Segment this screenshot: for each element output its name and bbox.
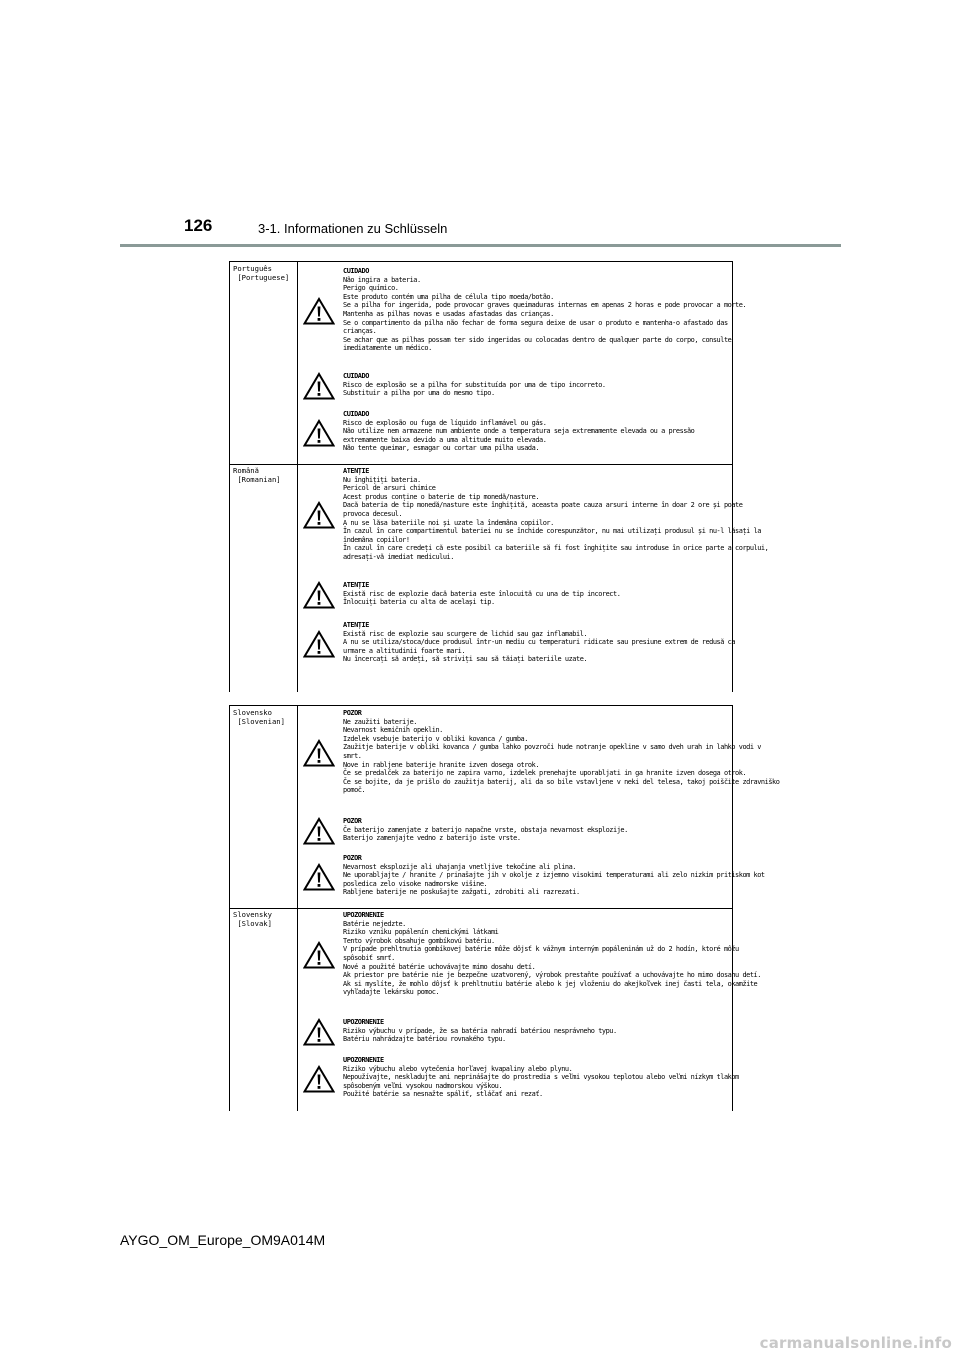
warning-line: Nevarnost kemičnih opeklin. xyxy=(343,726,443,735)
warning-triangle-icon xyxy=(303,581,335,609)
warning-line: Batériu nahrádzajte batériou rovnakého typu. xyxy=(343,1035,506,1044)
language-section xyxy=(230,262,747,465)
warning-line: V prípade prehltnutia gombíkovej batérie môže dôjsť k vážnym interným popáleninám už do 2 hodín, ktoré môžu xyxy=(343,945,739,954)
warning-title: UPOZORNENIE xyxy=(343,1056,384,1064)
warning-line: Se o compartimento da pilha não fechar de forma segura deixe de usar o produto e mantenha-o afastado das xyxy=(343,318,728,327)
warning-triangle-icon xyxy=(303,1018,335,1046)
warning-line: urmare a altitudinii foarte mari. xyxy=(343,646,466,655)
language-name-line: Română xyxy=(233,466,259,475)
language-name xyxy=(233,911,272,928)
warning-line: Če se predalček za baterijo ne zapira varno, izdelek prenehajte uporabljati in ga hranite izven dosega otrok. xyxy=(343,769,747,778)
warning-line: Não utilize nem armazene num ambiente onde a temperatura seja extremamente elevada ou a pressão xyxy=(343,427,695,436)
warning-text xyxy=(343,267,747,353)
warning-line: Riziko výbuchu alebo vytečenia horľavej kvapaliny alebo plynu. xyxy=(343,1064,573,1073)
warning-table-2 xyxy=(229,705,780,1111)
language-name-line: [Romanian] xyxy=(233,474,281,484)
warning-line: Batérie nejedzte. xyxy=(343,919,406,928)
warning-line: Izdelek vsebuje baterijo v obliki kovanca / gumba. xyxy=(343,734,528,743)
warning-line: spôsobeným veľmi vysokou nadmorskou výškou. xyxy=(343,1081,503,1090)
warning-line: adresați-vă imediat medicului. xyxy=(343,552,454,561)
warning-title: ATENȚIE xyxy=(343,581,369,589)
warning-line: Pericol de arsuri chimice xyxy=(343,484,436,493)
warning-text xyxy=(343,817,728,843)
warning-triangle-icon xyxy=(303,817,335,845)
warning-line: Există risc de explozie sau scurgere de lichid sau gaz inflamabil. xyxy=(343,629,588,638)
language-column xyxy=(230,464,298,692)
warning-line: Acest produs conține o baterie de tip monedă/nasture. xyxy=(343,492,540,501)
warning-line: provoca decesul. xyxy=(343,509,403,518)
warning-line: Nepoužívajte, neskladujte ani neprinášajte do prostredia s veľmi vysokou teplotou alebo veľmi nízkym tlakom xyxy=(343,1073,739,1082)
warning-title: POZOR xyxy=(343,709,362,717)
warning-title: ATENȚIE xyxy=(343,467,369,475)
warning-text xyxy=(343,581,728,607)
warning-line: Se achar que as pilhas possam ter sido ingeridas ou colocadas dentro de qualquer parte do corpo, consulte xyxy=(343,335,732,344)
warning-triangle-icon xyxy=(303,1065,335,1093)
warning-line: Riziko výbuchu v prípade, že sa batéria nahradí batériou nesprávneho typu. xyxy=(343,1026,617,1035)
warning-triangle-icon xyxy=(303,501,335,529)
language-section xyxy=(230,908,761,1111)
warning-triangle-icon xyxy=(303,941,335,969)
warning-line: Baterijo zamenjajte vedno z baterijo iste vrste. xyxy=(343,834,521,843)
warning-line: imediatamente um médico. xyxy=(343,344,432,353)
warning-triangle-icon xyxy=(303,630,335,658)
warning-line: Este produto contém uma pilha de célula tipo moeda/botão. xyxy=(343,292,554,301)
language-name-line: Português xyxy=(233,264,272,273)
warning-line: Risco de explosão ou fuga de líquido inflamável ou gás. xyxy=(343,418,547,427)
language-name-line: Slovensky xyxy=(233,910,272,919)
section-title: 3-1. Informationen zu Schlüsseln xyxy=(258,221,448,236)
warning-line: Înlocuiți bateria cu alta de același tip. xyxy=(343,598,495,607)
warning-text xyxy=(343,854,765,897)
warning-text xyxy=(343,410,728,453)
warning-line: crianças. xyxy=(343,327,377,336)
warning-line: extremamente baixa devido a uma altitude muito elevada. xyxy=(343,435,547,444)
warning-line: Nu încercați să ardeți, să striviți sau să tăiați bateriile uzate. xyxy=(343,655,588,664)
warning-line: vyhľadajte lekársku pomoc. xyxy=(343,988,440,997)
warning-text xyxy=(343,467,769,562)
warning-line: Nevarnost eksplozije ali uhajanja vnetljive tekočine ali plina. xyxy=(343,862,577,871)
warning-line: A nu se lăsa bateriile noi și uzate la îndemâna copiilor. xyxy=(343,518,554,527)
language-name xyxy=(233,467,281,484)
warning-line: Se a pilha for ingerida, pode provocar graves queimaduras internas em apenas 2 horas e pode provocar a morte. xyxy=(343,301,747,310)
warning-title: CUIDADO xyxy=(343,410,369,418)
warning-text xyxy=(343,621,736,664)
warning-line: Ne uporabljajte / hranite / prinašajte jih v okolje z izjemno visokimi temperaturami ali zelo nizkim pritiskom kot xyxy=(343,871,765,880)
warning-line: A nu se utiliza/stoca/duce produsul într-un mediu cu temperaturi ridicate sau presiune extrem de redusă ca xyxy=(343,638,736,647)
warning-title: POZOR xyxy=(343,854,362,862)
language-name xyxy=(233,265,289,282)
warning-line: Če baterijo zamenjate z baterijo napačne vrste, obstaja nevarnost eksplozije. xyxy=(343,825,628,834)
warning-line: Não ingira a bateria. xyxy=(343,275,421,284)
header-rule xyxy=(120,244,841,247)
warning-line: Substituir a pilha por uma do mesmo tipo. xyxy=(343,389,495,398)
warning-triangle-icon xyxy=(303,739,335,767)
warning-line: pomoč. xyxy=(343,786,366,795)
warning-line: Perigo químico. xyxy=(343,284,399,293)
warning-table-1 xyxy=(229,261,769,692)
warning-line: Ak priestor pre batérie nie je bezpečne uzatvorený, výrobok prestaňte používať a uchovávajte ho mimo dosahu detí. xyxy=(343,971,761,980)
warning-triangle-icon xyxy=(303,419,335,447)
warning-text xyxy=(343,911,761,997)
warning-text xyxy=(343,372,728,398)
warning-line: Použité batérie sa nesnažte spáliť, stláčať ani rezať. xyxy=(343,1090,543,1099)
language-section xyxy=(230,706,780,909)
warning-line: Riziko vzniku popálenín chemickými látkami xyxy=(343,928,499,937)
page-number: 126 xyxy=(184,216,213,235)
warning-title: CUIDADO xyxy=(343,372,369,380)
warning-line: Nu înghițiți bateria. xyxy=(343,475,421,484)
warning-line: Nove in rabljene baterije hranite izven dosega otrok. xyxy=(343,760,540,769)
warning-line: Există risc de explozie dacă bateria este înlocuită cu una de tip incorect. xyxy=(343,589,621,598)
warning-line: îndemâna copiilor! xyxy=(343,535,410,544)
warning-line: smrt. xyxy=(343,751,362,760)
warning-line: posledica zelo visoke nadmorske višine. xyxy=(343,879,488,888)
warning-title: ATENȚIE xyxy=(343,621,369,629)
language-column xyxy=(230,262,298,464)
warning-title: UPOZORNENIE xyxy=(343,911,384,919)
warning-line: Risco de explosão se a pilha for substituída por uma de tipo incorreto. xyxy=(343,380,606,389)
warning-line: spôsobiť smrť. xyxy=(343,953,395,962)
language-name-line: [Slovak] xyxy=(233,918,272,928)
warning-line: În cazul în care compartimentul bateriei nu se închide corespunzător, nu mai utilizați produsul și nu-l lăsați la xyxy=(343,527,761,536)
footer-code: AYGO_OM_Europe_OM9A014M xyxy=(120,1232,326,1248)
warning-line: Dacă bateria de tip monedă/nasture este înghițită, aceasta poate cauza arsuri interne în doar 2 ore și poate xyxy=(343,501,743,510)
warning-text xyxy=(343,1056,739,1099)
warning-line: Ak si myslíte, že mohlo dôjsť k prehltnutiu batérie alebo k jej vloženiu do akejkoľvek inej časti tela, okamžite xyxy=(343,979,758,988)
warning-line: Zaužitje baterije v obliki kovanca / gumba lahko povzroči hude notranje opekline v samo dveh urah in lahko vodi v xyxy=(343,743,761,752)
language-section xyxy=(230,464,769,692)
warning-line: Rabljene baterije ne poskušajte zažgati, zdrobiti ali razrezati. xyxy=(343,888,580,897)
warning-line: Ne zaužiti baterije. xyxy=(343,717,417,726)
warning-line: În cazul în care credeți că este posibil ca bateriile să fi fost înghițite sau introduse în orice parte a corpului, xyxy=(343,544,769,553)
warning-text xyxy=(343,709,780,795)
warning-line: Če se bojite, da je prišlo do zaužitja baterij, ali da so bile vstavljene v neki del telesa, takoj poiščite zdravniško xyxy=(343,777,780,786)
language-column xyxy=(230,706,298,908)
warning-triangle-icon xyxy=(303,863,335,891)
warning-triangle-icon xyxy=(303,297,335,325)
warning-line: Nové a použité batérie uchovávajte mimo dosahu detí. xyxy=(343,962,536,971)
language-name-line: [Slovenian] xyxy=(233,716,285,726)
warning-title: UPOZORNENIE xyxy=(343,1018,384,1026)
watermark: carmanualsonline.info xyxy=(759,1334,952,1352)
language-column xyxy=(230,908,298,1111)
language-name xyxy=(233,709,285,726)
warning-triangle-icon xyxy=(303,372,335,400)
warning-line: Não tente queimar, esmagar ou cortar uma pilha usada. xyxy=(343,444,540,453)
warning-line: Tento výrobok obsahuje gombíkovú batériu. xyxy=(343,936,495,945)
warning-text xyxy=(343,1018,728,1044)
warning-title: CUIDADO xyxy=(343,267,369,275)
language-name-line: Slovensko xyxy=(233,708,272,717)
language-name-line: [Portuguese] xyxy=(233,272,290,282)
warning-title: POZOR xyxy=(343,817,362,825)
warning-line: Mantenha as pilhas novas e usadas afastadas das crianças. xyxy=(343,309,554,318)
